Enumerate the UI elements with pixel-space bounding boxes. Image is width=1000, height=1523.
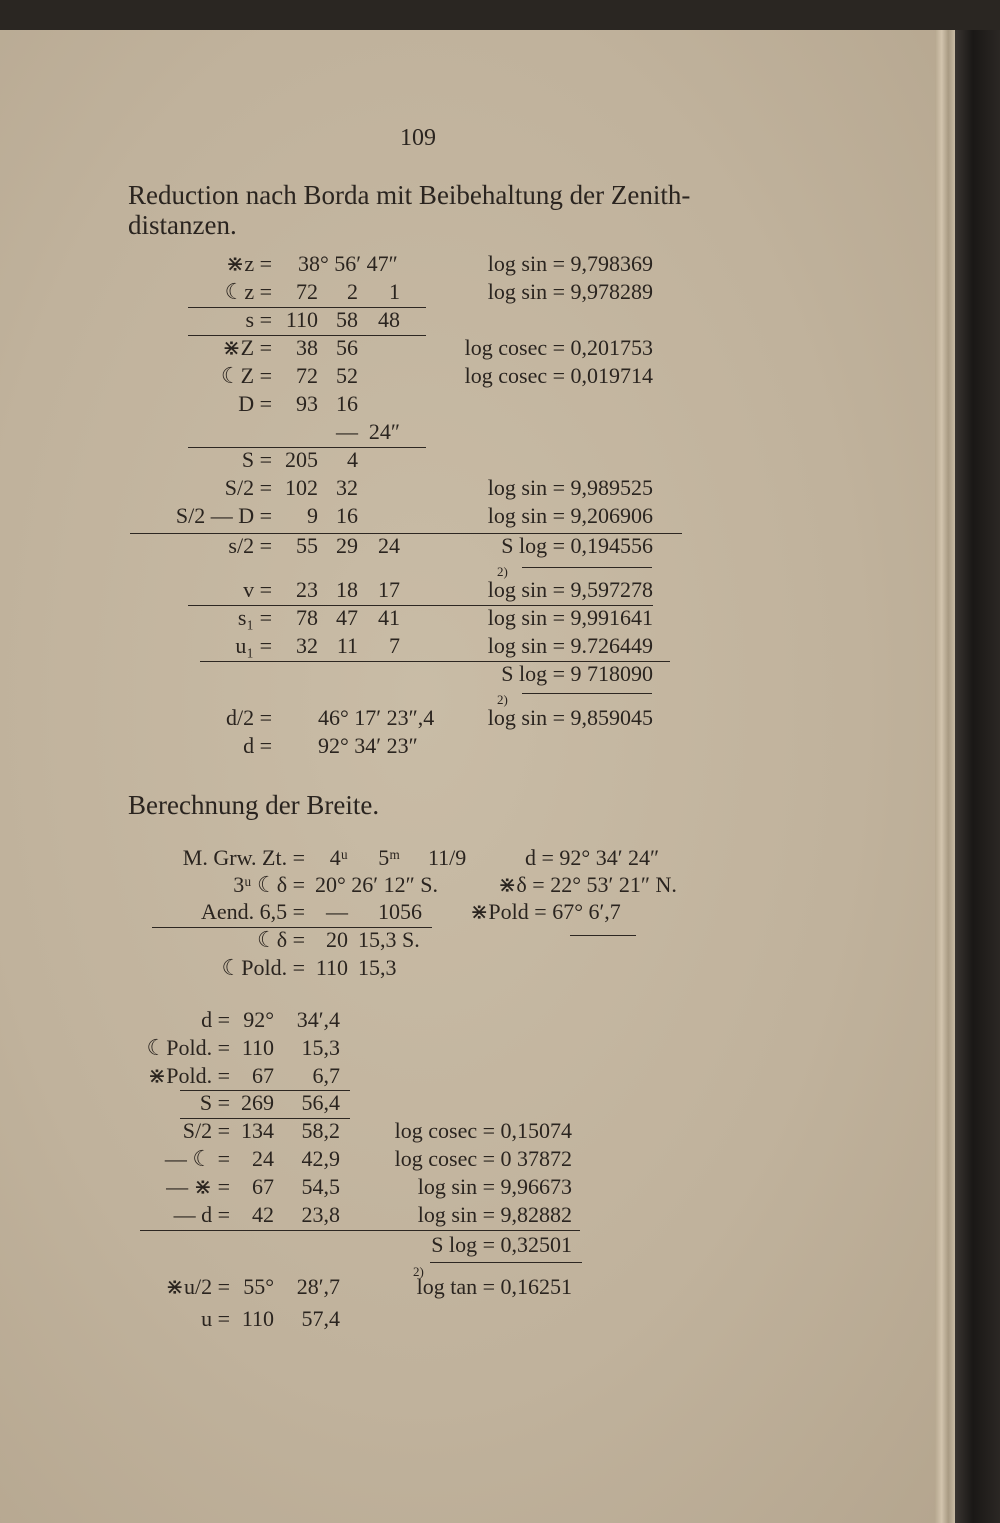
s1-row-lhs: d/2 =	[225, 705, 272, 730]
s3-row-col1: 67	[252, 1063, 274, 1088]
s1-row-lhs: v =	[243, 577, 272, 602]
s1-row-col1: 55	[296, 533, 318, 558]
s1-row-col2: 16	[336, 391, 358, 416]
s1-row-col1: 92° 34′ 23″	[318, 733, 418, 758]
page-stack-edge	[935, 30, 955, 1523]
s1-row-col1: 38° 56′ 47″	[298, 251, 398, 276]
s1-row-lhs: S/2 =	[224, 475, 272, 500]
s1-row-col2: 18	[336, 577, 358, 602]
s3-row-col1: 55°	[243, 1274, 274, 1299]
s1-row-col3: 7	[389, 633, 400, 658]
s3-row-lhs: ☾Pold. =	[146, 1035, 230, 1060]
s3-row-lhs: — ☾ =	[164, 1146, 230, 1171]
s2-row-col3: 56	[400, 899, 422, 924]
s3-row-col2: 34′,4	[296, 1007, 340, 1032]
s2-row-rhs: ⋇Pold = 67° 6′,7	[470, 899, 621, 924]
s1-row-col3: 48	[378, 307, 400, 332]
s2-row-col2: 5ᵐ	[378, 845, 400, 870]
s2-row-col1: 4ᵘ	[329, 845, 348, 870]
s1-row-log: log sin = 9,798369	[487, 251, 653, 276]
page-number: 109	[400, 125, 436, 151]
s3-row-col2: 23,8	[301, 1202, 340, 1227]
s2-row-col2: 15,3	[358, 955, 397, 980]
s1-row-col1: 72	[296, 363, 318, 388]
s3-row-log: log tan = 0,16251	[416, 1274, 572, 1299]
s3-halving-mark: 2)	[413, 1264, 424, 1279]
s1-row-col2: —	[336, 419, 358, 444]
s1-row-col1: 46° 17′ 23″,4	[318, 705, 435, 730]
s1-row-col1: 9	[307, 503, 318, 528]
s2-row-rhs: d = 92° 34′ 24″	[525, 845, 660, 870]
s2-row-col2: 15,3 S.	[358, 927, 420, 952]
s2-row-lhs: ☾δ =	[257, 927, 305, 952]
s3-row-lhs: — d =	[173, 1202, 230, 1227]
s3-row-lhs: u =	[201, 1306, 230, 1331]
s3-row-col2: 54,5	[301, 1174, 340, 1199]
s1-row-log: log sin = 9.726449	[487, 633, 653, 658]
s1-row-col1: 93	[296, 391, 318, 416]
s1-row-col2: 52	[336, 363, 358, 388]
s1-row-lhs: u₁ =	[235, 633, 272, 658]
rule	[180, 1090, 350, 1091]
rule	[188, 307, 426, 308]
s3-row-log: log cosec = 0 37872	[394, 1146, 572, 1171]
s1-row-col3: 1	[389, 279, 400, 304]
s1-row-col3: 24	[378, 533, 400, 558]
s3-row-col2: 15,3	[301, 1035, 340, 1060]
heading-reduction-line2: distanzen.	[128, 210, 237, 240]
s3-row-col2: 6,7	[312, 1063, 340, 1088]
s1-row-col3: 41	[378, 605, 400, 630]
heading-reduction-line1: Reduction nach Borda mit Beibehaltung der Zenith-	[128, 180, 691, 210]
rule	[152, 927, 432, 928]
s1-row-col3: 17	[378, 577, 400, 602]
s3-row-col2: 57,4	[301, 1306, 340, 1331]
s1-row-log: log cosec = 0,019714	[464, 363, 653, 388]
book-cover-edge	[955, 30, 1000, 1523]
s1-row-lhs: s₁ =	[237, 605, 272, 630]
s3-row-lhs: S/2 =	[182, 1118, 230, 1143]
s3-row-lhs: S =	[199, 1090, 230, 1115]
s1-row-lhs: s =	[245, 307, 272, 332]
top-edge	[0, 0, 1000, 30]
s3-row-lhs: d =	[201, 1007, 230, 1032]
s1-row-col1: 72	[296, 279, 318, 304]
s1-row-lhs: ⋇z =	[225, 251, 272, 276]
s3-row-col1: 134	[241, 1118, 274, 1143]
s3-row-col2: 28′,7	[296, 1274, 340, 1299]
s1-row-col1: 23	[296, 577, 318, 602]
rule	[188, 447, 426, 448]
s1-row-lhs: ☾z =	[224, 279, 272, 304]
s1-row-log: log sin = 9,989525	[487, 475, 653, 500]
s2-row-col3: 11/9	[428, 845, 467, 870]
rule	[430, 1262, 582, 1263]
s1-row-col2: 2	[347, 279, 358, 304]
s3-row-lhs: ⋇Pold. =	[147, 1063, 230, 1088]
s1-row-lhs: S =	[241, 447, 272, 472]
s1-row-col1: 110	[285, 307, 318, 332]
s1-row-log: S log = 0,194556	[501, 533, 653, 558]
s1-row-log: S log = 9 718090	[501, 661, 653, 686]
s1-row-lhs: S/2 — D =	[175, 503, 272, 528]
s1-row-col2: 29	[336, 533, 358, 558]
s2-row-rhs: ⋇δ = 22° 53′ 21″ N.	[498, 872, 677, 897]
s1-row-col2: 16	[336, 503, 358, 528]
s1-row-log: log sin = 9,206906	[487, 503, 653, 528]
s3-row-col1: 110	[241, 1306, 274, 1331]
s1-row-col2: 11	[336, 633, 358, 658]
s2-row-lhs: Aend. 6,5 =	[200, 899, 305, 924]
s3-row-col2: 58,2	[301, 1118, 340, 1143]
s2-row-lhs: 3ᵘ ☾δ =	[233, 872, 305, 897]
rule	[188, 605, 653, 606]
s3-row-col1: 110	[241, 1035, 274, 1060]
s2-row-lhs: M. Grw. Zt. =	[182, 845, 305, 870]
s3-row-col2: 56,4	[301, 1090, 340, 1115]
s2-row-col1: 20	[326, 927, 348, 952]
s1-row-col2: 32	[336, 475, 358, 500]
s1-row-log: log sin = 9,597278	[487, 577, 653, 602]
s1-row-log: log sin = 9,859045	[487, 705, 653, 730]
s1-row-col1: 78	[296, 605, 318, 630]
s1-row-col2: 58	[336, 307, 358, 332]
rule	[180, 1118, 350, 1119]
s3-row-log: log sin = 9,82882	[417, 1202, 572, 1227]
rule	[200, 661, 670, 662]
s2-row-col1: 20° 26′ 12″ S.	[315, 872, 439, 897]
s1-row-lhs: s/2 =	[228, 533, 272, 558]
s1-row-lhs: ☾Z =	[220, 363, 272, 388]
s1-halving-mark: 2)	[497, 564, 508, 579]
rule	[140, 1230, 580, 1231]
heading-breite: Berechnung der Breite.	[128, 790, 380, 820]
s1-row-lhs: d =	[243, 733, 272, 758]
s3-row-col1: 67	[252, 1174, 274, 1199]
s1-row-col3: 24″	[368, 419, 400, 444]
s3-row-col1: 24	[252, 1146, 274, 1171]
rule	[570, 935, 636, 936]
s2-row-col2: 10	[378, 899, 400, 924]
s3-row-lhs: — ⋇ =	[166, 1174, 230, 1199]
s1-row-log: log cosec = 0,201753	[464, 335, 653, 360]
s3-row-col1: 269	[241, 1090, 274, 1115]
rule	[188, 335, 426, 336]
s1-halving-mark: 2)	[497, 692, 508, 707]
s1-row-lhs: ⋇Z =	[222, 335, 272, 360]
s1-row-log: log sin = 9,978289	[487, 279, 653, 304]
s1-row-col1: 205	[285, 447, 318, 472]
rule	[522, 693, 652, 694]
rule	[130, 533, 682, 534]
s2-row-col1: 110	[315, 955, 348, 980]
s3-row-lhs: ⋇u/2 =	[165, 1274, 230, 1299]
s1-row-col2: 4	[347, 447, 358, 472]
book-page	[0, 30, 935, 1523]
s1-row-col2: 56	[336, 335, 358, 360]
rule	[522, 567, 652, 568]
s1-row-lhs: D =	[238, 391, 272, 416]
s2-row-col1: —	[326, 899, 348, 924]
s1-row-log: log sin = 9,991641	[487, 605, 653, 630]
s1-row-col1: 102	[285, 475, 318, 500]
s3-row-log: log cosec = 0,15074	[394, 1118, 572, 1143]
s3-row-col1: 92°	[243, 1007, 274, 1032]
s1-row-col2: 47	[336, 605, 358, 630]
s3-row-col1: 42	[252, 1202, 274, 1227]
s3-row-log: S log = 0,32501	[431, 1232, 572, 1257]
s1-row-col1: 38	[296, 335, 318, 360]
s2-row-lhs: ☾Pold. =	[221, 955, 305, 980]
s3-row-col2: 42,9	[301, 1146, 340, 1171]
s1-row-col1: 32	[296, 633, 318, 658]
s3-row-log: log sin = 9,96673	[417, 1174, 572, 1199]
